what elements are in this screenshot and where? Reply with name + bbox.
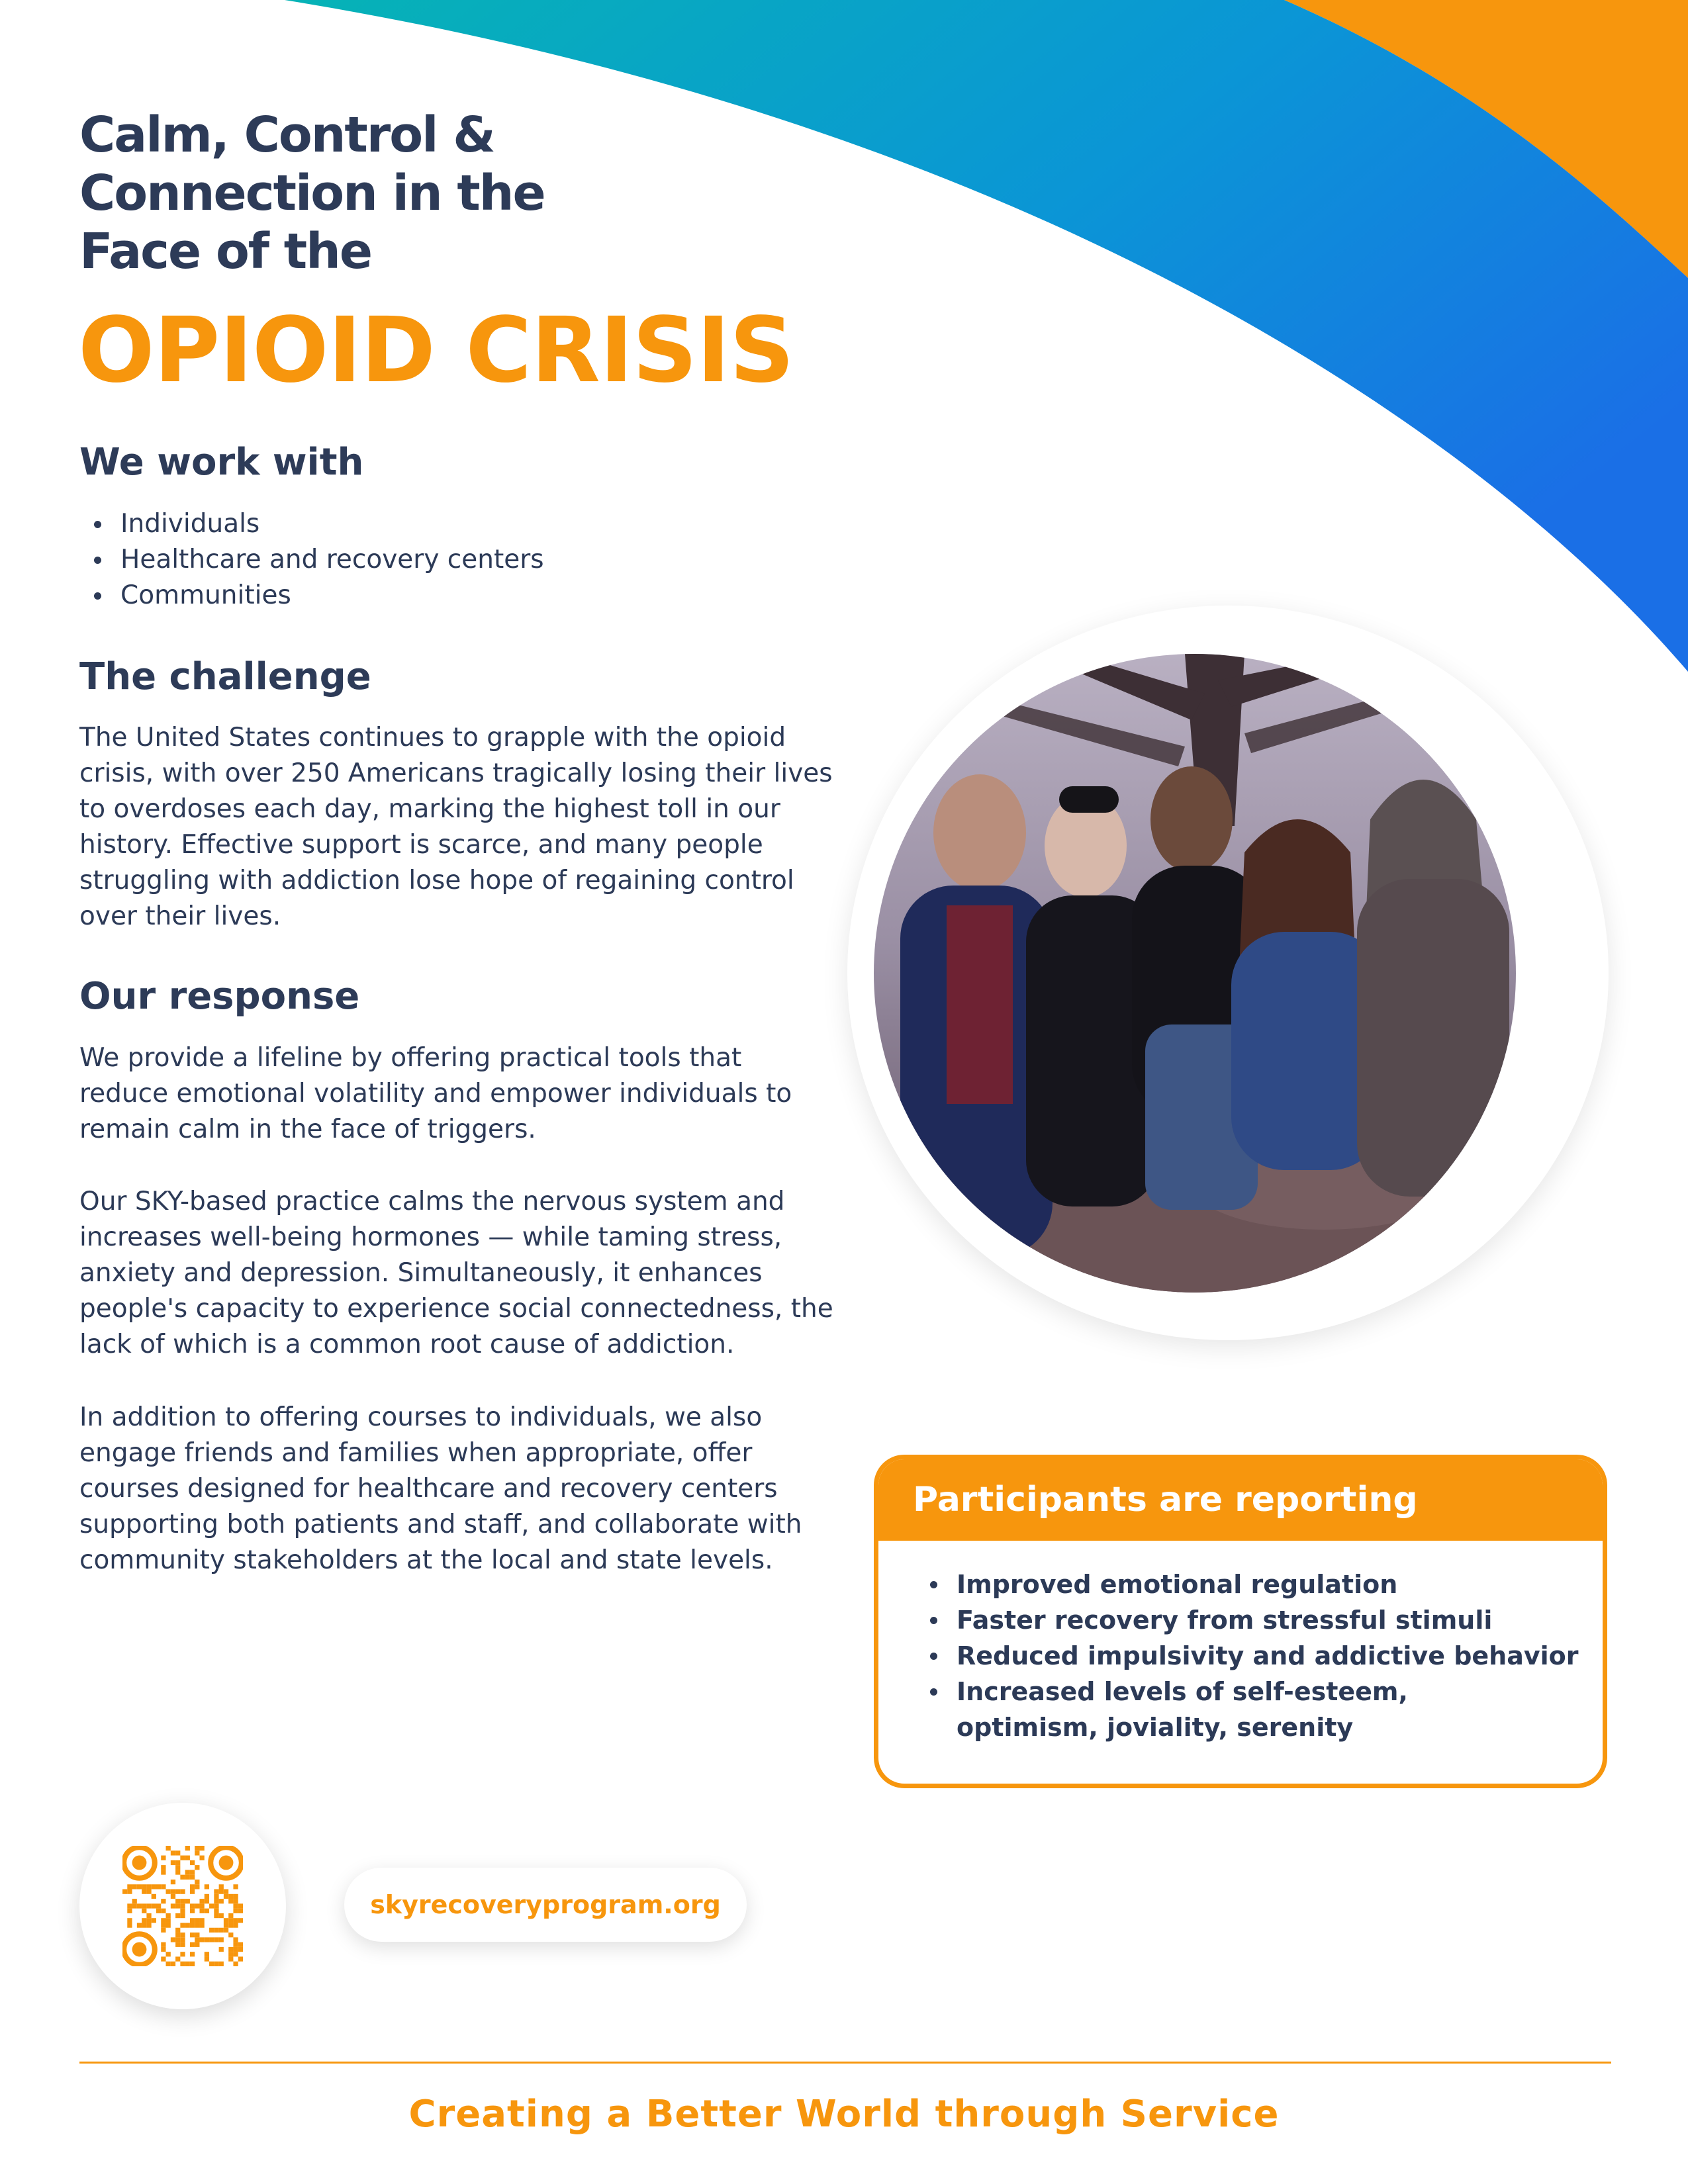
list-item: Individuals: [79, 506, 544, 542]
qr-code[interactable]: [79, 1803, 286, 2009]
reporting-list: [915, 1567, 1579, 1745]
response-heading: Our response: [79, 975, 360, 1018]
list-item: Improved emotional regulation: [915, 1567, 1579, 1602]
footer-divider: [79, 2062, 1611, 2064]
qr-code-icon: [122, 1846, 243, 1966]
title-line: Connection in the: [79, 165, 545, 222]
response-paragraph: Our SKY-based practice calms the nervous system and increases well-being hormones — while taming stress, anxiety and depression. Simultaneously, it enhances people's capacity to experience social connectedness, the lack of which is a common root cause of addiction.: [79, 1187, 833, 1359]
list-item: Reduced impulsivity and addictive behavior: [915, 1638, 1579, 1674]
work-with-heading: We work with: [79, 441, 364, 484]
title-accent: OPIOID CRISIS: [78, 298, 794, 403]
participants-reporting-box: [874, 1455, 1607, 1788]
group-photo: [874, 654, 1516, 1293]
website-link[interactable]: skyrecoveryprogram.org: [344, 1868, 747, 1942]
list-item: Faster recovery from stressful stimuli: [915, 1602, 1579, 1638]
challenge-body: The United States continues to grapple with the opioid crisis, with over 250 Americans tragically losing their lives to overdoses each day, marking the highest toll in our history. Effective support is scarce, and many people struggling with addiction lose hope of regaining control over their lives.: [79, 723, 833, 931]
list-item: Increased levels of self-esteem, optimism, joviality, serenity: [915, 1674, 1552, 1745]
response-paragraph: In addition to offering courses to individuals, we also engage friends and families when appropriate, offer courses designed for healthcare and recovery centers supporting both patients and staff, and collaborate with community stakeholders at the local and state levels.: [79, 1402, 802, 1575]
work-with-list: [79, 506, 544, 614]
page-title: [79, 106, 545, 281]
reporting-heading: Participants are reporting: [878, 1459, 1603, 1541]
title-line: Face of the: [79, 223, 372, 280]
challenge-heading: The challenge: [79, 655, 371, 698]
list-item: Communities: [79, 578, 544, 614]
footer-tagline: Creating a Better World through Service: [408, 2093, 1280, 2136]
response-paragraph: We provide a lifeline by offering practical tools that reduce emotional volatility and empower individuals to remain calm in the face of triggers.: [79, 1043, 792, 1144]
list-item: Healthcare and recovery centers: [79, 542, 544, 578]
title-line: Calm, Control &: [79, 107, 494, 163]
